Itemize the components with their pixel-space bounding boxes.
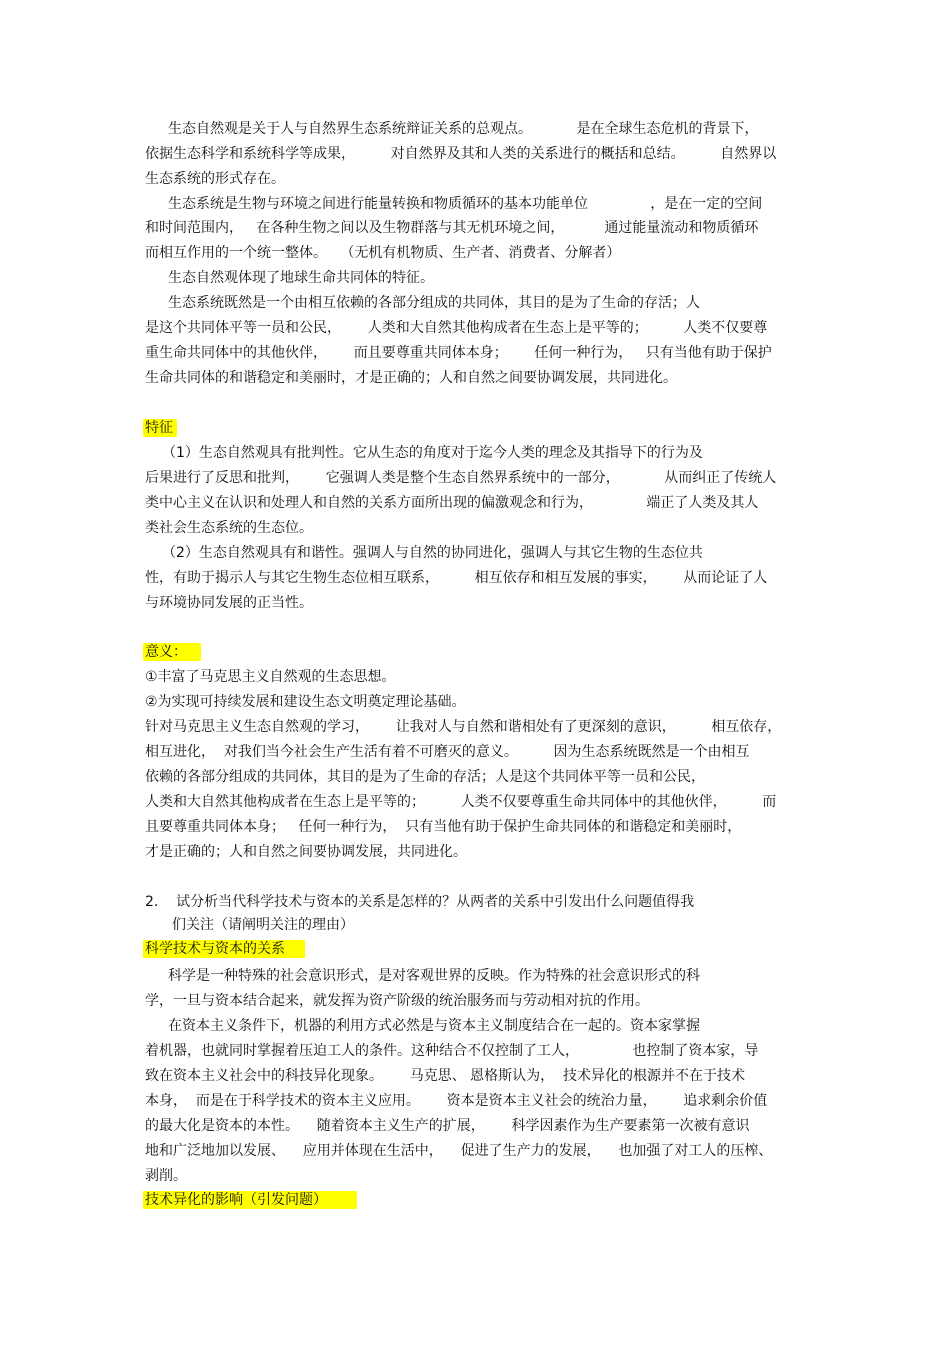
paragraph-line: 相互进化， 对我们当今社会生产生活有着不可磨灭的意义。 因为生态系统既然是一个由相互 [145, 744, 750, 760]
paragraph-line: 依据生态科学和系统科学等成果， 对自然界及其和人类的关系进行的概括和总结。 自然界以 [145, 146, 777, 162]
paragraph-line: 重生命共同体中的其他伙伴， 而且要尊重共同体本身； 任何一种行为， 只有当他有助于保护 [145, 345, 772, 361]
question-line: 2. 试分析当代科学技术与资本的关系是怎样的？从两者的关系中引发出什么问题值得我 [145, 894, 695, 910]
paragraph-line: 在资本主义条件下，机器的利用方式必然是与资本主义制度结合在一起的。资本家掌握 [168, 1018, 700, 1034]
paragraph-line: 是这个共同体平等一员和公民， 人类和大自然其他构成者在生态上是平等的； 人类不仅要尊 [145, 320, 768, 336]
paragraph-line: 学，一旦与资本结合起来，就发挥为资产阶级的统治服务而与劳动相对抗的作用。 [145, 993, 649, 1009]
question-line: 们关注（请阐明关注的理由） [172, 917, 354, 933]
section-heading-features: 特征 [143, 419, 177, 437]
paragraph-line: 和时间范围内， 在各种生物之间以及生物群落与其无机环境之间， 通过能量流动和物质循环 [145, 220, 759, 236]
paragraph-line: 生态系统是生物与环境之间进行能量转换和物质循环的基本功能单位 ，是在一定的空间 [168, 196, 763, 212]
paragraph-line: 本身， 而是在于科学技术的资本主义应用。 资本是资本主义社会的统治力量， 追求剩余价值 [145, 1093, 768, 1109]
paragraph-line: 针对马克思主义生态自然观的学习， 让我对人与自然和谐相处有了更深刻的意识， 相互依存， [145, 719, 782, 735]
list-item: ②为实现可持续发展和建设生态文明奠定理论基础。 [145, 694, 466, 710]
paragraph-line: 才是正确的；人和自然之间要协调发展，共同进化。 [145, 844, 467, 860]
section-heading-alienation: 技术异化的影响（引发问题） [143, 1191, 357, 1209]
paragraph-line: 生态系统的形式存在。 [145, 171, 285, 187]
paragraph-line: 且要尊重共同体本身； 任何一种行为， 只有当他有助于保护生命共同体的和谐稳定和美丽时， [145, 819, 742, 835]
paragraph-line: 而相互作用的一个统一整体。 （无机有机物质、生产者、消费者、分解者） [145, 245, 621, 261]
list-item: ①丰富了马克思主义自然观的生态思想。 [145, 669, 396, 685]
paragraph-line: 致在资本主义社会中的科技异化现象。 马克思、 恩格斯认为， 技术异化的根源并不在于技术 [145, 1068, 746, 1084]
paragraph-line: 着机器，也就同时掌握着压迫工人的条件。这种结合不仅控制了工人， 也控制了资本家，导 [145, 1043, 759, 1059]
paragraph-line: 地和广泛地加以发展、 应用并体现在生活中， 促进了生产力的发展， 也加强了对工人的压榨、 [145, 1143, 773, 1159]
paragraph-line: 后果进行了反思和批判， 它强调人类是整个生态自然界系统中的一部分， 从而纠正了传统人 [145, 470, 777, 486]
paragraph-line: 生态自然观体现了地球生命共同体的特征。 [168, 270, 434, 286]
paragraph-line: 生态系统既然是一个由相互依赖的各部分组成的共同体，其目的是为了生命的存活；人 [168, 295, 700, 311]
section-heading-science-capital: 科学技术与资本的关系 [143, 940, 305, 958]
section-heading-significance: 意义： [143, 643, 201, 661]
paragraph-line: 性，有助于揭示人与其它生物生态位相互联系， 相互依存和相互发展的事实， 从而论证了人 [145, 570, 768, 586]
paragraph-line: 生命共同体的和谐稳定和美丽时，才是正确的；人和自然之间要协调发展，共同进化。 [145, 370, 677, 386]
paragraph-line: 科学是一种特殊的社会意识形式，是对客观世界的反映。作为特殊的社会意识形式的科 [168, 968, 700, 984]
paragraph-line: 剥削。 [145, 1168, 187, 1184]
paragraph-line: 类中心主义在认识和处理人和自然的关系方面所出现的偏激观念和行为， 端正了人类及其人 [145, 495, 759, 511]
paragraph-line: 依赖的各部分组成的共同体，其目的是为了生命的存活；人是这个共同体平等一员和公民， [145, 769, 705, 785]
paragraph-line: 的最大化是资本的本性。 随着资本主义生产的扩展， 科学因素作为生产要素第一次被有意识 [145, 1118, 750, 1134]
paragraph-line: （2）生态自然观具有和谐性。强调人与自然的协同进化，强调人与其它生物的生态位共 [162, 545, 703, 561]
paragraph-line: 人类和大自然其他构成者在生态上是平等的； 人类不仅要尊重生命共同体中的其他伙伴， 而 [145, 794, 777, 810]
paragraph-line: 生态自然观是关于人与自然界生态系统辩证关系的总观点。 是在全球生态危机的背景下， [168, 121, 759, 137]
paragraph-line: （1）生态自然观具有批判性。它从生态的角度对于迄今人类的理念及其指导下的行为及 [162, 445, 703, 461]
paragraph-line: 与环境协同发展的正当性。 [145, 595, 313, 611]
paragraph-line: 类社会生态系统的生态位。 [145, 520, 313, 536]
